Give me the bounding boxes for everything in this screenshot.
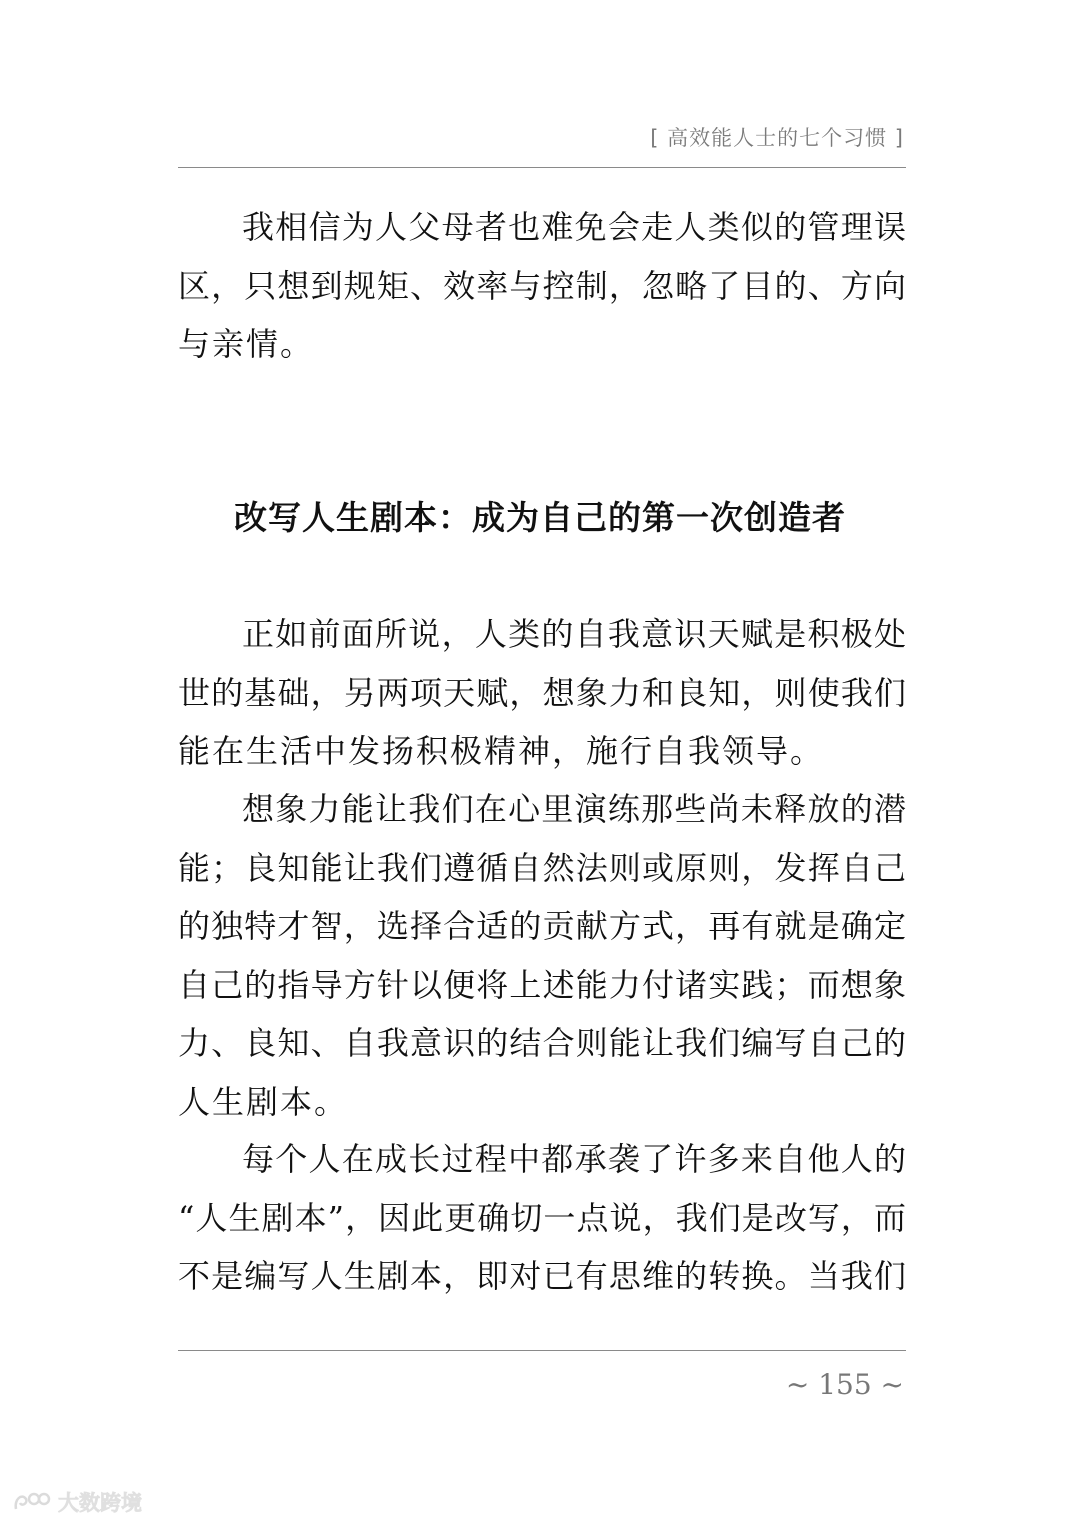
paragraph-line: “人生剧本”，因此更确切一点说，我们是改写，而 xyxy=(178,1198,906,1237)
paragraph-line: 不是编写人生剧本，即对已有思维的转换。当我们 xyxy=(178,1257,906,1295)
paragraph-line: 世的基础，另两项天赋，想象力和良知，则使我们 xyxy=(178,673,906,712)
paragraph-line: 人生剧本。 xyxy=(178,1082,349,1121)
watermark-text: 大数跨境 xyxy=(58,1491,142,1515)
watermark-logo-icon xyxy=(12,1489,52,1515)
paragraph-line: 想象力能让我们在心里演练那些尚未释放的潜 xyxy=(242,790,906,828)
paragraph-line: 区，只想到规矩、效率与控制，忽略了目的、方向 xyxy=(178,266,906,305)
footer-rule xyxy=(178,1350,906,1351)
paragraph-line: 力、良知、自我意识的结合则能让我们编写自己的 xyxy=(178,1024,906,1062)
paragraph-line: 与亲情。 xyxy=(178,325,315,363)
paragraph-line: 自己的指导方针以便将上述能力付诸实践；而想象 xyxy=(178,965,906,1004)
header-rule xyxy=(178,167,906,168)
running-header: [ 高效能人士的七个习惯 ] xyxy=(650,126,904,150)
paragraph-line: 的独特才智，选择合适的贡献方式，再有就是确定 xyxy=(178,907,906,945)
paragraph-1 xyxy=(178,198,906,374)
paragraph-line: 能在生活中发扬积极精神，施行自我领导。 xyxy=(178,732,825,770)
paragraph-line: 能；良知能让我们遵循自然法则或原则，发挥自己 xyxy=(178,848,906,887)
paragraph-3 xyxy=(178,780,906,1131)
paragraph-4 xyxy=(178,1130,906,1306)
page-number: ~ 155 ~ xyxy=(785,1368,904,1401)
paragraph-line: 我相信为人父母者也难免会走人类似的管理误 xyxy=(242,208,906,246)
watermark xyxy=(12,1487,142,1517)
paragraph-2 xyxy=(178,605,906,781)
paragraph-line: 正如前面所说，人类的自我意识天赋是积极处 xyxy=(242,615,906,653)
section-heading: 改写人生剧本：成为自己的第一次创造者 xyxy=(234,498,846,537)
paragraph-line: 每个人在成长过程中都承袭了许多来自他人的 xyxy=(242,1140,906,1178)
